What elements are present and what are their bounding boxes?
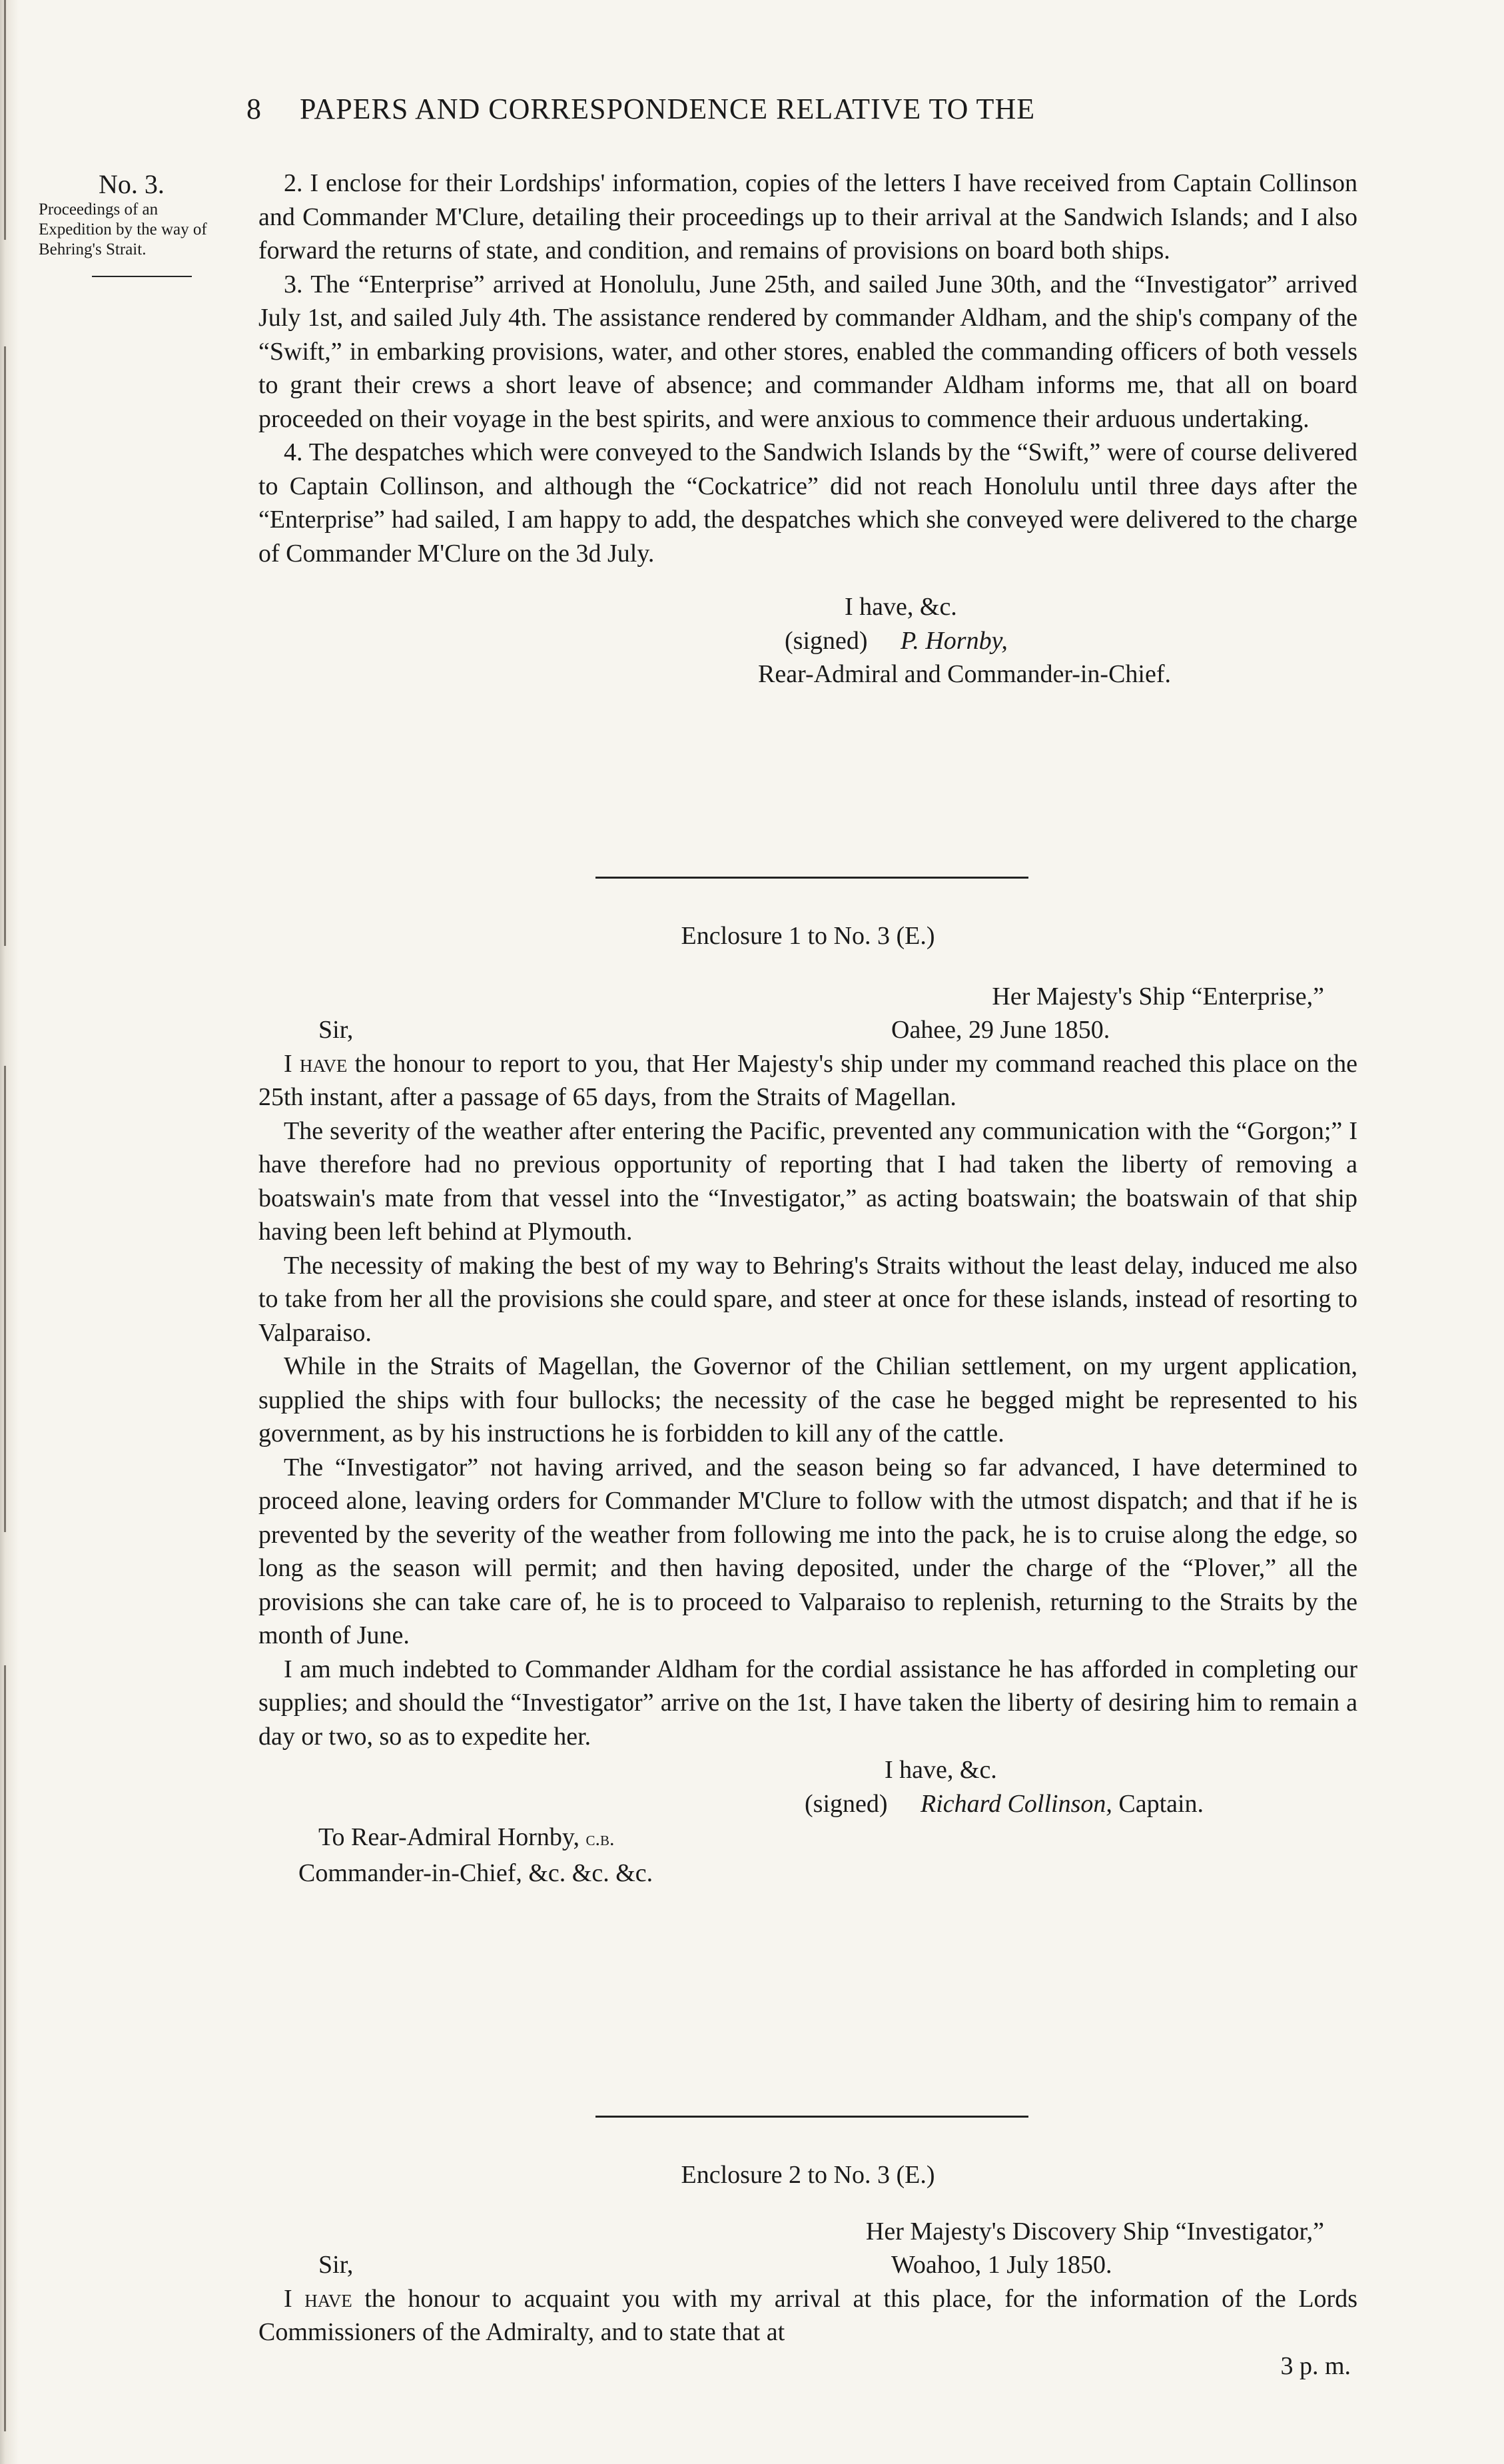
divider — [595, 2116, 1028, 2118]
gutter-mark — [4, 0, 6, 240]
ship-name: Her Majesty's Ship “Enterprise,” — [992, 982, 1324, 1011]
place-date: Woahoo, 1 July 1850. — [891, 2250, 1112, 2279]
lead-word: I have — [284, 1049, 348, 1078]
paragraph-text: the honour to acquaint you with my arrival at this place, for the information of the Lords Commissioners of the Admiralty, and to state that at — [258, 2284, 1357, 2346]
margin-rule — [92, 276, 192, 277]
ship-name: Her Majesty's Discovery Ship “Investigator,” — [865, 2217, 1324, 2246]
enclosure-2 — [258, 2158, 1357, 2383]
signed-label: (signed) — [805, 1789, 888, 1818]
paragraph: The necessity of making the best of my way to Behring's Straits without the least delay, induced me also to take from her all the provisions she could spare, and steer at once for these islands, instead of resorting to Valparaiso. — [258, 1251, 1357, 1347]
binding-gutter — [0, 0, 19, 2464]
paragraph: I am much indebted to Commander Aldham for the cordial assistance he has afforded in completing our supplies; and should the “Investigator” arrive on the 1st, I have taken the liberty of desiring him to remain a day or two, so as to expedite her. — [258, 1655, 1357, 1751]
signer-title: Rear-Admiral and Commander-in-Chief. — [758, 660, 1172, 688]
paragraph: While in the Straits of Magellan, the Governor of the Chilian settlement, on my urgent application, supplied the ships with four bullocks; the necessity of the case he begged might be represented to his government, as by his instructions he is forbidden to kill any of the cattle. — [258, 1352, 1357, 1447]
divider — [595, 877, 1028, 879]
signed-label: (signed) — [785, 626, 868, 655]
continued-text: 3 p. m. — [1280, 2351, 1351, 2380]
letter-heading — [258, 980, 1357, 1047]
closing: I have, &c. — [885, 1756, 997, 1784]
signer-rank: Captain. — [1112, 1789, 1204, 1818]
paragraph — [258, 1047, 1357, 1114]
signature-line — [785, 624, 1357, 658]
paragraph — [258, 2282, 1357, 2349]
letter-heading — [258, 2215, 1357, 2282]
gutter-mark — [4, 1066, 6, 1532]
paragraph: 2. I enclose for their Lordships' information, copies of the letters I have received from Captain Collinson and Commander M'Clure, detailing their proceedings up to their arrival at the Sandwich Islands; and I also forward the returns of state, and condition, and remains of provisions on board both ships. — [258, 169, 1357, 264]
honorific: c.b. — [585, 1828, 615, 1850]
main-letter — [258, 167, 1357, 691]
paragraph: 3. The “Enterprise” arrived at Honolulu, June 25th, and sailed June 30th, and the “Investigator” arrived July 1st, and sailed July 4th. The assistance rendered by commander Aldham, and the ship's company of the “Swift,” in embarking provisions, water, and other stores, enabled the commanding officers of both vessels to grant their crews a short leave of absence; and commander Aldham informs me, that all on board proceeded on their voyage in the best spirits, and were anxious to commence their arduous undertaking. — [258, 270, 1357, 433]
salutation: Sir, — [318, 1015, 354, 1044]
place-date: Oahee, 29 June 1850. — [891, 1015, 1110, 1044]
page-number: 8 — [246, 93, 262, 125]
enclosure-title: Enclosure 1 to No. 3 (E.) — [681, 922, 935, 950]
enclosure-1 — [258, 919, 1357, 1890]
paragraph-text: the honour to report to you, that Her Majesty's ship under my command reached this place on the 25th instant, after a passage of 65 days, from the Straits of Magellan. — [258, 1049, 1357, 1111]
margin-number: No. 3. — [99, 169, 165, 199]
signature-line — [805, 1787, 1357, 1821]
gutter-mark — [4, 1665, 6, 2431]
paragraph: 4. The despatches which were conveyed to the Sandwich Islands by the “Swift,” were of course delivered to Captain Collinson, and although the “Cockatrice” did not reach Honolulu until three days after the “Enterprise” had sailed, I am happy to add, the despatches which she conveyed were delivered to the charge of Commander M'Clure on the 3d July. — [258, 438, 1357, 568]
paragraph: The severity of the weather after entering the Pacific, prevented any communication with the “Gorgon;” I have therefore had no previous opportunity of reporting that I had taken the liberty of removing a boatswain's mate from that vessel into the “Investigator,” as acting boatswain; the boatswain of that ship having been left behind at Plymouth. — [258, 1116, 1357, 1246]
signer-name: P. Hornby, — [901, 626, 1008, 655]
margin-text: Proceedings of an Expedition by the way of Behring's Strait. — [39, 201, 207, 258]
running-title: PAPERS AND CORRESPONDENCE RELATIVE TO THE — [300, 93, 1036, 125]
closing: I have, &c. — [845, 593, 957, 621]
gutter-mark — [4, 346, 6, 946]
addressee-title: Commander-in-Chief, &c. &c. &c. — [298, 1858, 653, 1887]
paragraph: The “Investigator” not having arrived, and the season being so far advanced, I have determined to proceed alone, leaving orders for Commander M'Clure to follow with the utmost dispatch; and that if he is prevented by the severity of the weather from following me into the pack, he is to cruise along the edge, so long as the season will permit; and then having deposited, under the charge of the “Plover,” all the provisions she can take care of, he is to proceed to Valparaiso to replenish, returning to the Straits by the month of June. — [258, 1453, 1357, 1649]
lead-word: I have — [284, 2284, 352, 2313]
addressee-name: To Rear-Admiral Hornby, — [318, 1823, 586, 1851]
enclosure-title: Enclosure 2 to No. 3 (E.) — [681, 2161, 935, 2189]
addressee-line — [318, 1821, 1357, 1856]
margin-note — [39, 169, 212, 277]
signer-name: Richard Collinson, — [921, 1789, 1112, 1818]
running-header — [246, 92, 1325, 126]
salutation: Sir, — [318, 2250, 354, 2279]
